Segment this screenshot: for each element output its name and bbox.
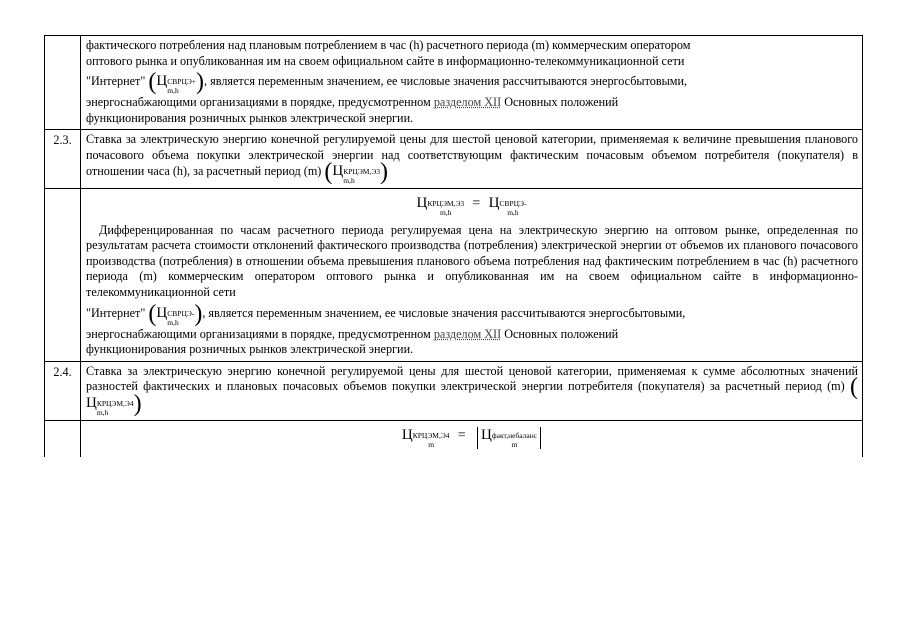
internet-label: "Интернет" [86, 305, 146, 320]
section-link[interactable]: разделом XII [433, 95, 502, 110]
text-line-with-symbol: "Интернет" (Ц СВРЦЭ- m,h ), является переменным значением, ее числовые значения рассчитываются энергосбытовыми, [86, 300, 686, 327]
internet-label: "Интернет" [86, 74, 146, 89]
row-number-cell [45, 188, 81, 361]
text-line: фактического потребления над плановым потреблением в час (h) расчетного периода (m) коммерческим оператором [86, 38, 691, 52]
row-number-cell [45, 361, 81, 420]
item-heading: Ставка за электрическую энергию конечной регулируемой цены для шестой ценовой категории, применяемая к сумме абсолютных значений разностей фактических и плановых почасовых объемов покупки электрической энергии потребителя (покупателя) за расчетный период (m) (Ц КРЦЭМ,Э4 m,h ) [86, 363, 858, 417]
text-line: оптового рынка и опубликованная им на своем официальном сайте в информационно-телекоммуникационной сети [86, 53, 685, 68]
row-number: 2.4. [53, 364, 72, 379]
price-symbol: Ц КРЦЭМ,Э3 m,h [332, 162, 381, 185]
row-text-cell [81, 130, 863, 188]
item-heading: Ставка за электрическую энергию конечной регулируемой цены для шестой ценовой категории, применяемая к величине превышения планового почасового объема покупки электрической энергии над соответствующим фактическим почасовым объемом потребителя (покупателя) в отношении часа (h), за расчетный период (m) (Ц КРЦЭМ,Э3 m,h ) [86, 132, 858, 185]
table-row [45, 420, 863, 457]
text-line: энергоснабжающими организациями в порядке, предусмотренном разделом XII Основных положений [86, 326, 619, 341]
text-line: функционирования розничных рынков электрической энергии. [86, 110, 414, 125]
formula: Ц КРЦЭМ,Э4 m = Ц факт,небаланс m [81, 421, 862, 457]
row-text-cell [81, 188, 863, 361]
row-number: 2.3. [53, 133, 72, 148]
table-row [45, 36, 863, 130]
row-text-cell [81, 361, 863, 420]
table-row [45, 130, 863, 188]
row-text-cell [81, 36, 863, 130]
text-line: функционирования розничных рынков электрической энергии. [86, 342, 414, 357]
section-link[interactable]: разделом XII [433, 326, 502, 341]
price-symbol: Ц СВРЦЭ- m,h [156, 304, 195, 327]
price-symbol: Ц СВРЦЭ+ m,h [156, 73, 197, 96]
formula: Ц КРЦЭМ,Э3 m,h = Ц СВРЦЭ- m,h [416, 194, 527, 217]
description-paragraph: Дифференцированная по часам расчетного периода регулируемая цена на электрическую энергию на оптовом рынке, определенная по результатам расчета стоимости отклонений фактического производства (потребления) электрической энергии от объемов их планового почасового производства (потребления) в отношении объема превышения планового объема потребления над фактическим потреблением в час (h) расчетного периода (m) коммерческим оператором оптового рынка и опубликованная им на своем официальном сайте в информационно-телекоммуникационной сети [86, 222, 858, 299]
row-number-cell [45, 420, 81, 457]
row-number-cell [45, 130, 81, 188]
table-row [45, 361, 863, 420]
price-symbol: Ц КРЦЭМ,Э4 m,h [86, 394, 134, 417]
row-number-cell [45, 36, 81, 130]
tariff-table [44, 35, 863, 457]
text-line: энергоснабжающими организациями в порядке, предусмотренном разделом XII Основных положений [86, 95, 619, 110]
row-text-cell [81, 420, 863, 457]
text-line-with-symbol: "Интернет" (Ц СВРЦЭ+ m,h ), является переменным значением, ее числовые значения рассчитываются энергосбытовыми, [86, 69, 688, 96]
table-row [45, 188, 863, 361]
